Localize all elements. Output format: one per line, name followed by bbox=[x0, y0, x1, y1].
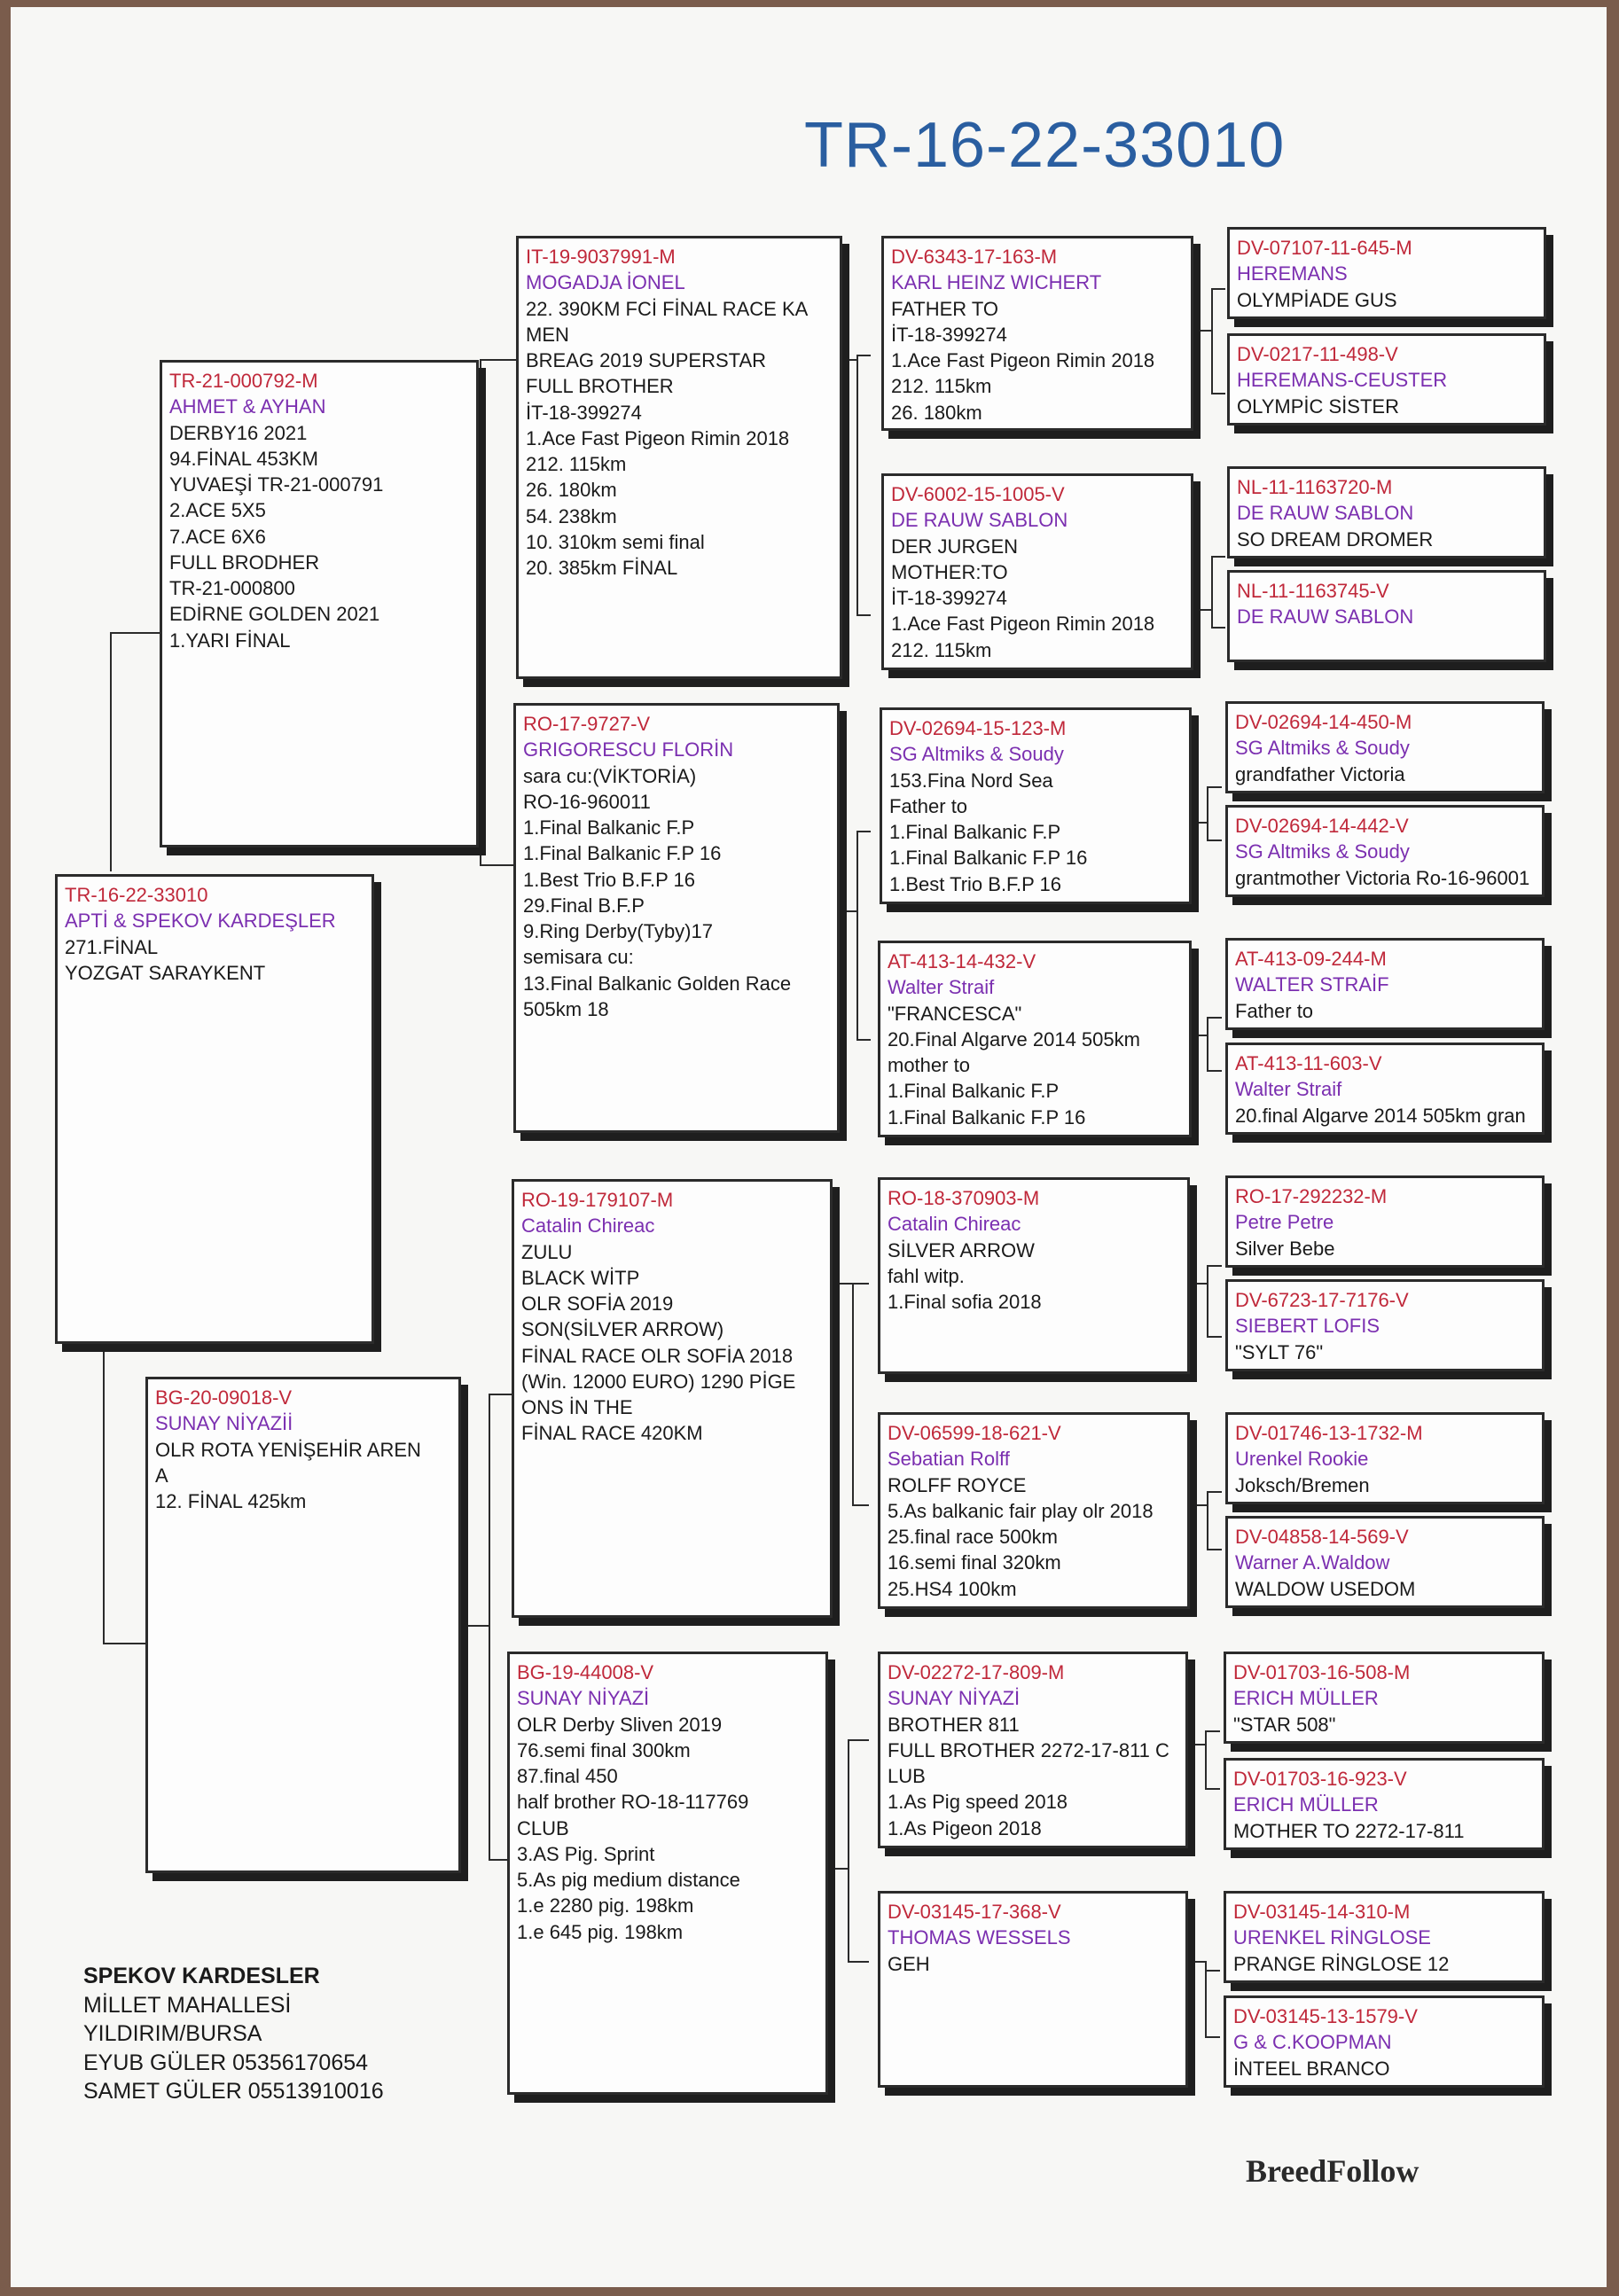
gen2-note: 13.Final Balkanic Golden Race bbox=[523, 972, 792, 995]
gen3-id: DV-6343-17-163-M bbox=[891, 246, 1058, 268]
gen4-note: grandfather Victoria bbox=[1235, 762, 1405, 785]
gen2-owner: SUNAY NİYAZİ bbox=[517, 1687, 650, 1710]
gen4-box bbox=[1225, 938, 1545, 1030]
gen2-note: ONS İN THE bbox=[521, 1396, 633, 1418]
gen4-id: NL-11-1163720-M bbox=[1237, 476, 1393, 498]
sire-note: TR-21-000800 bbox=[169, 577, 295, 599]
gen4-owner: G & C.KOOPMAN bbox=[1233, 2031, 1392, 2054]
gen3-note: DER JURGEN bbox=[891, 535, 1019, 558]
contact-line: MİLLET MAHALLESİ bbox=[83, 1992, 292, 2018]
gen3-note: 1.Final Balkanic F.P 16 bbox=[888, 1105, 1086, 1128]
gen4-id: DV-03145-14-310-M bbox=[1233, 1901, 1411, 1923]
gen3-note: 5.As balkanic fair play olr 2018 bbox=[888, 1499, 1154, 1522]
subject-owner: APTİ & SPEKOV KARDEŞLER bbox=[65, 910, 336, 933]
gen2-note: 1.e 2280 pig. 198km bbox=[517, 1894, 694, 1917]
gen4-owner: ERICH MÜLLER bbox=[1233, 1793, 1379, 1816]
gen3-note: FULL BROTHER 2272-17-811 C bbox=[888, 1738, 1169, 1761]
gen2-note: 10. 310km semi final bbox=[526, 530, 705, 553]
subject-id: TR-16-22-33010 bbox=[65, 884, 208, 906]
gen3-note: 1.Ace Fast Pigeon Rimin 2018 bbox=[891, 349, 1155, 371]
gen3-id: AT-413-14-432-V bbox=[888, 950, 1036, 972]
gen4-note: 20.final Algarve 2014 505km gran bbox=[1235, 1104, 1526, 1127]
gen3-owner: Walter Straif bbox=[888, 976, 995, 999]
gen3-box bbox=[881, 236, 1193, 431]
subject-box bbox=[55, 874, 374, 1344]
gen4-box bbox=[1224, 1891, 1545, 1983]
gen4-box bbox=[1225, 1412, 1545, 1504]
gen4-id: DV-01703-16-923-V bbox=[1233, 1768, 1407, 1790]
gen4-owner: HEREMANS bbox=[1237, 262, 1348, 285]
gen4-id: DV-07107-11-645-M bbox=[1237, 237, 1412, 259]
contact-name: SPEKOV KARDESLER bbox=[83, 1964, 320, 1988]
gen4-note: Joksch/Bremen bbox=[1235, 1473, 1370, 1496]
gen3-id: DV-02694-15-123-M bbox=[889, 717, 1067, 739]
gen4-box bbox=[1225, 1175, 1545, 1268]
pedigree-sheet bbox=[11, 7, 1607, 2287]
gen2-box bbox=[507, 1652, 828, 2095]
gen3-note: FATHER TO bbox=[891, 297, 999, 320]
gen2-note: FİNAL RACE 420KM bbox=[521, 1422, 703, 1445]
gen4-owner: DE RAUW SABLON bbox=[1237, 502, 1414, 525]
gen3-owner: THOMAS WESSELS bbox=[888, 1926, 1071, 1949]
sire-note: YUVAEŞİ TR-21-000791 bbox=[169, 473, 384, 496]
gen2-note: 9.Ring Derby(Tyby)17 bbox=[523, 920, 713, 942]
gen2-note: 22. 390KM FCİ FİNAL RACE KA bbox=[526, 297, 809, 320]
gen2-note: sara cu:(VİKTORİA) bbox=[523, 764, 697, 787]
gen4-id: NL-11-1163745-V bbox=[1237, 580, 1389, 602]
gen4-owner: Urenkel Rookie bbox=[1235, 1448, 1369, 1471]
gen3-box bbox=[878, 1891, 1188, 2088]
gen2-id: BG-19-44008-V bbox=[517, 1661, 654, 1683]
gen2-note: 87.final 450 bbox=[517, 1765, 618, 1787]
gen2-note: OLR Derby Sliven 2019 bbox=[517, 1713, 723, 1736]
gen3-note: MOTHER:TO bbox=[891, 560, 1008, 583]
gen4-owner: ERICH MÜLLER bbox=[1233, 1687, 1379, 1710]
gen3-id: DV-6002-15-1005-V bbox=[891, 483, 1065, 505]
gen2-owner: MOGADJA İONEL bbox=[526, 271, 685, 294]
gen2-note: 212. 115km bbox=[526, 453, 627, 475]
gen3-note: İT-18-399274 bbox=[891, 587, 1007, 609]
gen3-note: Father to bbox=[889, 794, 968, 817]
gen4-note: Silver Bebe bbox=[1235, 1237, 1335, 1260]
gen3-note: İT-18-399274 bbox=[891, 323, 1007, 346]
gen3-owner: SG Altmiks & Soudy bbox=[889, 743, 1064, 766]
gen3-owner: Sebatian Rolff bbox=[888, 1448, 1010, 1471]
gen4-note: İNTEEL BRANCO bbox=[1233, 2057, 1390, 2080]
gen3-id: DV-03145-17-368-V bbox=[888, 1901, 1061, 1923]
gen4-box bbox=[1225, 1043, 1545, 1135]
dam-note: OLR ROTA YENİŞEHİR AREN bbox=[155, 1438, 421, 1461]
gen3-owner: DE RAUW SABLON bbox=[891, 509, 1068, 532]
gen2-note: 1.Final Balkanic F.P 16 bbox=[523, 842, 722, 865]
gen3-note: 1.As Pig speed 2018 bbox=[888, 1791, 1068, 1814]
gen3-note: 16.semi final 320km bbox=[888, 1551, 1061, 1574]
gen4-id: RO-17-292232-M bbox=[1235, 1185, 1388, 1207]
gen4-box bbox=[1224, 1758, 1545, 1850]
gen2-note: OLR SOFİA 2019 bbox=[521, 1292, 674, 1315]
gen2-id: IT-19-9037991-M bbox=[526, 246, 676, 268]
gen2-note: 29.Final B.F.P bbox=[523, 894, 645, 917]
gen4-box bbox=[1225, 1279, 1545, 1371]
gen2-note: 5.As pig medium distance bbox=[517, 1869, 740, 1891]
gen4-note: MOTHER TO 2272-17-811 bbox=[1233, 1819, 1465, 1842]
gen3-note: 1.As Pigeon 2018 bbox=[888, 1816, 1042, 1839]
gen4-owner: HEREMANS-CEUSTER bbox=[1237, 369, 1448, 392]
gen4-owner: URENKEL RİNGLOSE bbox=[1233, 1926, 1431, 1949]
gen2-note: BLACK WİTP bbox=[521, 1266, 640, 1289]
gen4-id: DV-6723-17-7176-V bbox=[1235, 1289, 1409, 1311]
gen2-box bbox=[512, 1179, 833, 1618]
gen4-id: DV-0217-11-498-V bbox=[1237, 343, 1398, 365]
gen4-box bbox=[1227, 227, 1546, 319]
gen3-note: fahl witp. bbox=[888, 1264, 965, 1287]
gen2-note: 26. 180km bbox=[526, 479, 617, 502]
gen4-id: DV-04858-14-569-V bbox=[1235, 1526, 1409, 1548]
gen2-note: half brother RO-18-117769 bbox=[517, 1791, 749, 1814]
gen2-note: MEN bbox=[526, 323, 569, 346]
contact-block bbox=[83, 1962, 384, 2106]
gen2-box bbox=[513, 703, 840, 1133]
gen4-owner: Petre Petre bbox=[1235, 1211, 1334, 1234]
gen4-id: DV-02694-14-442-V bbox=[1235, 815, 1409, 837]
gen2-note: SON(SİLVER ARROW) bbox=[521, 1318, 724, 1341]
gen2-owner: GRIGORESCU FLORİN bbox=[523, 738, 734, 761]
gen3-note: 1.Final Balkanic F.P bbox=[889, 821, 1061, 843]
dam-owner: SUNAY NİYAZİİ bbox=[155, 1412, 293, 1435]
gen3-note: 212. 115km bbox=[891, 375, 992, 398]
gen3-box bbox=[878, 1652, 1188, 1848]
sire-note: 94.FİNAL 453KM bbox=[169, 447, 318, 470]
dam-note: A bbox=[155, 1464, 168, 1487]
gen4-box bbox=[1227, 333, 1546, 426]
gen2-note: 1.e 645 pig. 198km bbox=[517, 1920, 684, 1943]
gen2-note: 3.AS Pig. Sprint bbox=[517, 1842, 655, 1865]
gen2-note: FULL BROTHER bbox=[526, 375, 674, 398]
gen3-owner: Catalin Chireac bbox=[888, 1213, 1021, 1236]
gen4-box bbox=[1227, 466, 1546, 558]
gen2-note: semisara cu: bbox=[523, 946, 634, 969]
sire-box bbox=[160, 360, 479, 847]
sire-id: TR-21-000792-M bbox=[169, 370, 318, 392]
gen2-note: 1.Best Trio B.F.P 16 bbox=[523, 868, 696, 891]
sire-note: 2.ACE 5X5 bbox=[169, 499, 266, 522]
gen2-id: RO-19-179107-M bbox=[521, 1189, 674, 1211]
gen3-note: 1.Final Balkanic F.P bbox=[888, 1080, 1060, 1103]
gen4-note: OLYMPİADE GUS bbox=[1237, 288, 1397, 311]
gen2-note: ZULU bbox=[521, 1240, 573, 1263]
gen4-id: DV-01703-16-508-M bbox=[1233, 1661, 1411, 1683]
dam-box bbox=[145, 1377, 461, 1873]
gen2-note: 76.semi final 300km bbox=[517, 1738, 691, 1761]
gen4-id: DV-03145-13-1579-V bbox=[1233, 2005, 1418, 2027]
gen3-note: GEH bbox=[888, 1952, 930, 1975]
sire-owner: AHMET & AYHAN bbox=[169, 395, 326, 418]
gen3-note: 26. 180km bbox=[891, 401, 982, 424]
gen4-box bbox=[1225, 805, 1545, 897]
gen4-owner: SG Altmiks & Soudy bbox=[1235, 840, 1410, 863]
sire-note: 7.ACE 6X6 bbox=[169, 525, 266, 548]
gen4-owner: SIEBERT LOFIS bbox=[1235, 1315, 1380, 1338]
gen3-note: SİLVER ARROW bbox=[888, 1238, 1035, 1261]
gen3-owner: KARL HEINZ WICHERT bbox=[891, 271, 1102, 294]
gen3-id: RO-18-370903-M bbox=[888, 1187, 1040, 1209]
gen4-id: DV-01746-13-1732-M bbox=[1235, 1422, 1423, 1444]
dam-note: 12. FİNAL 425km bbox=[155, 1490, 307, 1512]
contact-line: YILDIRIM/BURSA bbox=[83, 2021, 262, 2046]
gen3-box bbox=[881, 473, 1193, 670]
gen4-id: AT-413-09-244-M bbox=[1235, 948, 1387, 970]
gen3-note: 1.Final sofia 2018 bbox=[888, 1291, 1042, 1313]
gen4-note: Father to bbox=[1235, 999, 1314, 1022]
gen4-box bbox=[1224, 1652, 1545, 1744]
gen3-note: 1.Final Balkanic F.P 16 bbox=[889, 847, 1088, 870]
gen3-id: DV-02272-17-809-M bbox=[888, 1661, 1065, 1683]
gen3-note: 1.Best Trio B.F.P 16 bbox=[889, 872, 1062, 895]
gen3-note: 212. 115km bbox=[891, 638, 992, 661]
subject-note: YOZGAT SARAYKENT bbox=[65, 961, 266, 984]
gen4-owner: Warner A.Waldow bbox=[1235, 1551, 1390, 1574]
gen3-note: 25.final race 500km bbox=[888, 1526, 1058, 1548]
dam-id: BG-20-09018-V bbox=[155, 1386, 293, 1409]
gen4-id: AT-413-11-603-V bbox=[1235, 1052, 1382, 1074]
gen2-note: 505km 18 bbox=[523, 997, 609, 1020]
gen4-owner: DE RAUW SABLON bbox=[1237, 605, 1414, 629]
gen3-id: DV-06599-18-621-V bbox=[888, 1422, 1061, 1444]
contact-line: EYUB GÜLER 05356170654 bbox=[83, 2050, 369, 2075]
gen2-note: RO-16-960011 bbox=[523, 790, 651, 813]
sire-note: 1.YARI FİNAL bbox=[169, 629, 291, 652]
gen4-note: "STAR 508" bbox=[1233, 1713, 1336, 1736]
sire-note: EDİRNE GOLDEN 2021 bbox=[169, 603, 380, 626]
gen4-box bbox=[1227, 570, 1546, 662]
gen3-note: 20.Final Algarve 2014 505km bbox=[888, 1027, 1140, 1050]
gen2-note: FİNAL RACE OLR SOFİA 2018 bbox=[521, 1344, 794, 1367]
gen3-note: LUB bbox=[888, 1765, 926, 1787]
gen2-note: 54. 238km bbox=[526, 504, 617, 527]
page-title: TR-16-22-33010 bbox=[804, 110, 1286, 181]
gen3-note: 153.Fina Nord Sea bbox=[889, 769, 1053, 792]
brand-logo-text: BreedFollow bbox=[1246, 2153, 1420, 2189]
sire-note: FULL BRODHER bbox=[169, 551, 320, 574]
gen2-note: 1.Final Balkanic F.P bbox=[523, 816, 695, 839]
gen4-owner: SG Altmiks & Soudy bbox=[1235, 737, 1410, 760]
gen3-note: ROLFF ROYCE bbox=[888, 1473, 1027, 1496]
gen3-box bbox=[878, 941, 1192, 1137]
gen2-note: 1.Ace Fast Pigeon Rimin 2018 bbox=[526, 426, 790, 449]
gen2-note: İT-18-399274 bbox=[526, 401, 642, 424]
gen2-note: BREAG 2019 SUPERSTAR bbox=[526, 349, 767, 371]
gen3-owner: SUNAY NİYAZİ bbox=[888, 1687, 1021, 1710]
gen4-note: "SYLT 76" bbox=[1235, 1340, 1324, 1363]
contact-line: SAMET GÜLER 05513910016 bbox=[83, 2079, 384, 2104]
gen4-id: DV-02694-14-450-M bbox=[1235, 711, 1412, 733]
gen4-box bbox=[1224, 1995, 1545, 2088]
gen3-box bbox=[878, 1412, 1190, 1609]
sire-note: DERBY16 2021 bbox=[169, 421, 308, 444]
gen2-box bbox=[516, 236, 842, 679]
gen4-note: grantmother Victoria Ro-16-96001 bbox=[1235, 866, 1530, 889]
gen3-note: 1.Ace Fast Pigeon Rimin 2018 bbox=[891, 613, 1155, 636]
gen2-owner: Catalin Chireac bbox=[521, 1214, 655, 1238]
subject-note: 271.FİNAL bbox=[65, 935, 159, 958]
gen4-note: PRANGE RİNGLOSE 12 bbox=[1233, 1952, 1450, 1975]
gen2-note: CLUB bbox=[517, 1816, 569, 1839]
gen4-note: OLYMPİC SİSTER bbox=[1237, 394, 1399, 418]
gen4-note: WALDOW USEDOM bbox=[1235, 1577, 1416, 1600]
gen2-note: 20. 385km FİNAL bbox=[526, 557, 678, 579]
gen3-box bbox=[878, 1177, 1190, 1374]
gen4-box bbox=[1225, 701, 1545, 793]
gen3-note: mother to bbox=[888, 1054, 970, 1076]
gen4-owner: Walter Straif bbox=[1235, 1078, 1342, 1101]
gen2-note: (Win. 12000 EURO) 1290 PİGE bbox=[521, 1370, 796, 1393]
gen3-note: BROTHER 811 bbox=[888, 1713, 1020, 1736]
gen2-id: RO-17-9727-V bbox=[523, 713, 651, 735]
gen4-note: SO DREAM DROMER bbox=[1237, 527, 1434, 551]
gen4-box bbox=[1225, 1516, 1545, 1608]
gen3-note: "FRANCESCA" bbox=[888, 1002, 1022, 1025]
gen4-owner: WALTER STRAİF bbox=[1235, 973, 1389, 996]
gen3-box bbox=[880, 707, 1192, 904]
gen3-note: 25.HS4 100km bbox=[888, 1577, 1017, 1600]
